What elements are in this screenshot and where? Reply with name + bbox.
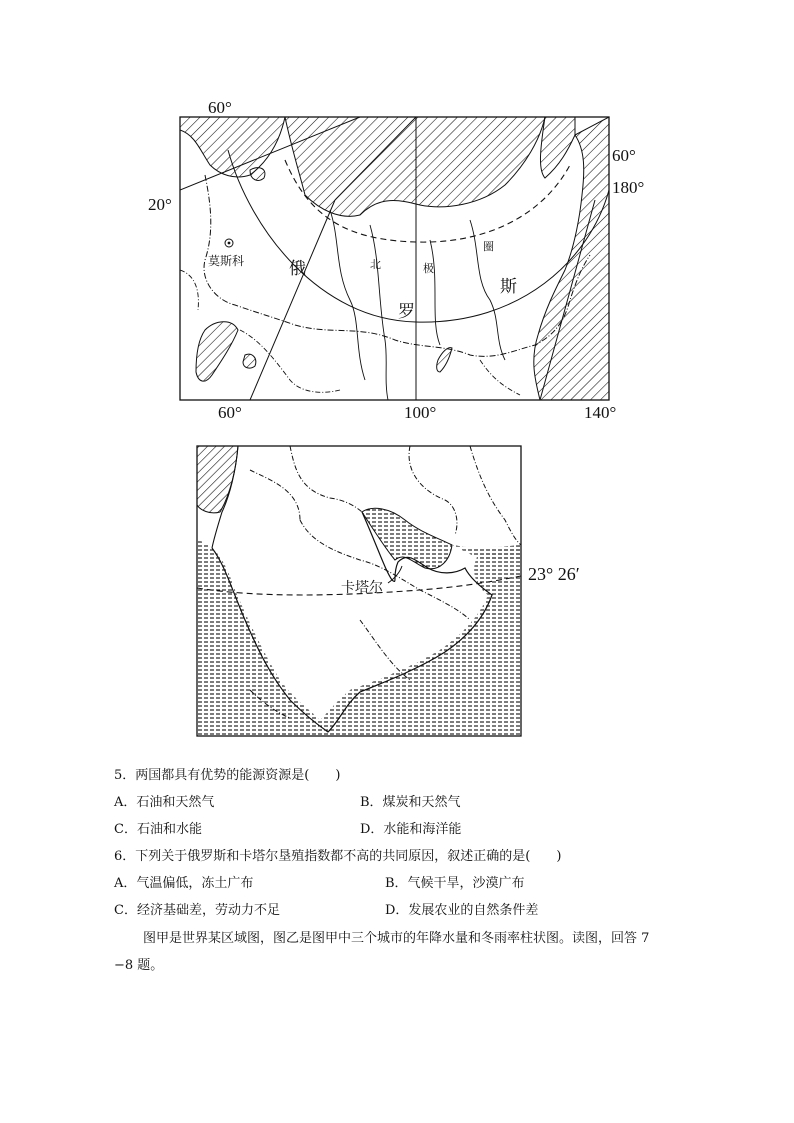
lon-180-label: 180° <box>612 178 645 197</box>
q5-option-b: B．煤炭和天然气 <box>360 795 461 810</box>
red-sea <box>197 540 320 736</box>
q5-option-d: D．水能和海洋能 <box>360 822 462 837</box>
persian-gulf <box>362 508 452 568</box>
lat-60-right-label: 60° <box>612 146 636 165</box>
lat-60-top-label: 60° <box>208 98 232 117</box>
arctic-char-bei: 北 <box>370 258 381 271</box>
q6-option-c: C．经济基础差，劳动力不足 <box>114 903 280 918</box>
tropic-label: 23° 26′ <box>528 564 580 584</box>
q6-option-b: B．气候干旱，沙漠广布 <box>385 876 525 891</box>
intro-line-1: 图甲是世界某区域图，图乙是图甲中三个城市的年降水量和冬雨率柱状图。读图，回答 7 <box>143 931 650 946</box>
moscow-label: 莫斯科 <box>208 254 245 268</box>
q5-stem: 5．两国都具有优势的能源资源是( ) <box>114 768 341 783</box>
intro-line-2: −8 题。 <box>114 958 164 973</box>
q6-option-a: A．气温偏低，冻土广布 <box>114 876 254 891</box>
country-char-e: 俄 <box>289 259 306 279</box>
lon-100-bottom-label: 100° <box>404 403 437 422</box>
q5-option-a: A．石油和天然气 <box>114 795 215 810</box>
arctic-char-quan: 圈 <box>483 240 494 253</box>
qatar-label: 卡塔尔 <box>341 580 383 596</box>
mediterranean-sea <box>197 446 238 513</box>
q6-stem: 6．下列关于俄罗斯和卡塔尔垦殖指数都不高的共同原因，叙述正确的是( ) <box>114 849 562 864</box>
lat-20-label: 20° <box>148 195 172 214</box>
country-char-luo: 罗 <box>398 302 415 322</box>
lon-140-bottom-label: 140° <box>584 403 617 422</box>
q5-option-c: C．石油和水能 <box>114 822 202 837</box>
q6-option-d: D．发展农业的自然条件差 <box>385 903 539 918</box>
arctic-char-ji: 极 <box>423 262 434 275</box>
country-char-si: 斯 <box>500 277 517 297</box>
lon-60-bottom-label: 60° <box>218 403 242 422</box>
arabian-sea <box>320 545 521 736</box>
